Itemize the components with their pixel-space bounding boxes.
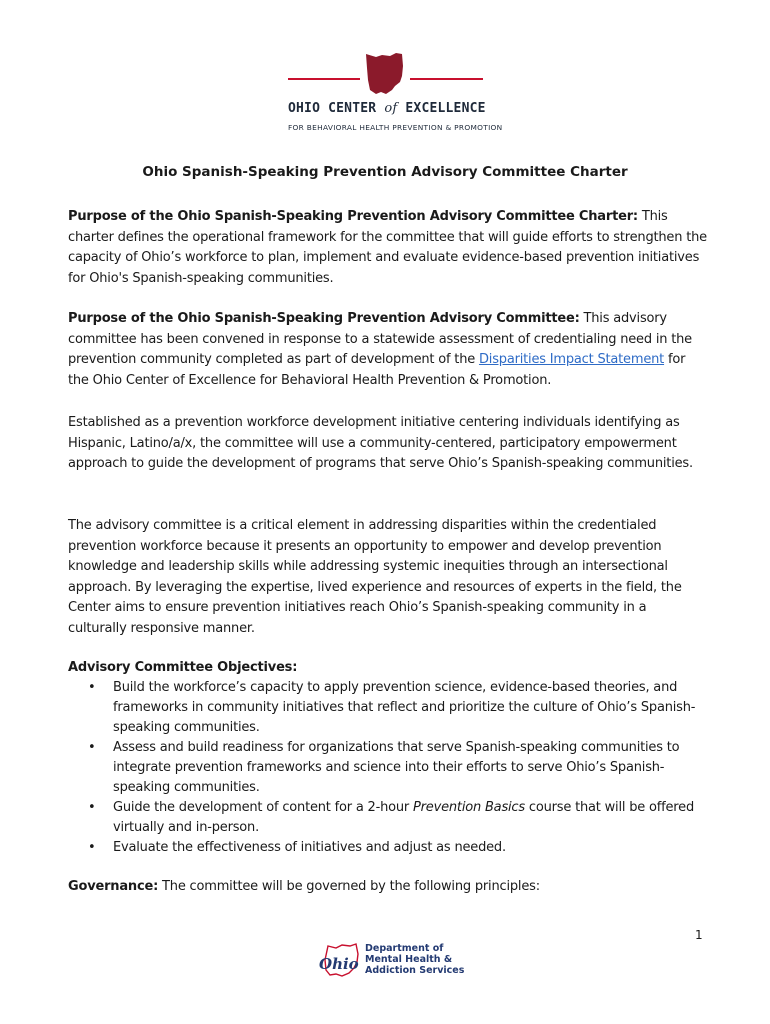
list-item — [68, 838, 708, 858]
committee-purpose-text-a: This advisory committee has been convened in response to a statewide assessment of credentialing need in the prevention community completed as part of development of the — [68, 311, 692, 368]
charter-purpose-text: This charter defines the operational framework for the committee that will guide efforts to strengthen the capacity of Ohio’s workforce to plan, implement and evaluate evidence-based prevention initiatives for Ohio's Spanish-speaking communities. — [68, 209, 707, 286]
bullet-icon: • — [88, 840, 96, 855]
objective-text-a: Guide the development of content for a 2-hour — [113, 800, 414, 815]
ohio-mhas-logo — [318, 942, 465, 980]
department-name — [365, 943, 464, 976]
logo-rule-left — [288, 78, 360, 80]
list-item — [68, 798, 708, 838]
prevention-basics-course: Prevention Basics — [413, 800, 525, 815]
logo-name-pre: OHIO CENTER — [288, 101, 385, 116]
disparities-impact-statement-link[interactable]: Disparities Impact Statement — [478, 352, 665, 368]
logo-rule-right — [410, 78, 483, 80]
charter-purpose-paragraph — [68, 207, 708, 289]
dept-line-3: Addiction Services — [365, 965, 465, 976]
document-title: Ohio Spanish-Speaking Prevention Advisory Committee Charter — [142, 164, 628, 180]
logo-name — [288, 101, 486, 116]
objective-text: Evaluate the effectiveness of initiatives and adjust as needed. — [113, 840, 506, 855]
ohio-script-text: Ohio — [319, 955, 359, 973]
objectives-heading — [68, 658, 708, 679]
list-item — [68, 678, 708, 738]
committee-purpose-paragraph — [68, 309, 708, 391]
governance-paragraph — [68, 877, 708, 898]
objective-text: Assess and build readiness for organizations that serve Spanish-speaking communities to integrate prevention frameworks and science into their efforts to serve Ohio’s Spanish-speaking communities. — [113, 740, 680, 795]
logo-name-of: of — [384, 101, 398, 116]
committee-purpose-heading: Purpose of the Ohio Spanish-Speaking Prevention Advisory Committee: — [68, 311, 580, 326]
ohio-center-of-excellence-logo — [288, 52, 503, 134]
established-paragraph: Established as a prevention workforce development initiative centering individuals identifying as Hispanic, Latino/a/x, the committee will use a community-centered, participatory empowerment approach to guide the development of programs that serve Ohio’s Spanish-speaking communities. — [68, 415, 693, 472]
dept-line-1: Department of — [365, 943, 444, 954]
logo-tagline: FOR BEHAVIORAL HEALTH PREVENTION & PROMOTION — [288, 123, 503, 132]
charter-purpose-heading: Purpose of the Ohio Spanish-Speaking Prevention Advisory Committee Charter: — [68, 209, 638, 224]
bullet-icon: • — [88, 740, 96, 755]
list-item — [68, 738, 708, 798]
objectives-heading-text: Advisory Committee Objectives: — [68, 660, 298, 675]
ohio-script-logo-icon — [318, 942, 362, 978]
dept-line-2: Mental Health & — [365, 954, 453, 965]
governance-heading: Governance: — [68, 879, 159, 894]
page-number: 1 — [695, 928, 703, 942]
objective-text: Build the workforce’s capacity to apply prevention science, evidence-based theories, and frameworks in community initiatives that reflect and prioritize the culture of Ohio’s Spanish-speaking communities. — [113, 680, 696, 735]
bullet-icon: • — [88, 800, 96, 815]
advisory-committee-paragraph: The advisory committee is a critical element in addressing disparities within the credentialed prevention workforce because it presents an opportunity to empower and develop prevention knowledge and leadership skills while addressing systemic inequities through an intersectional approach. By leveraging the expertise, lived experience and resources of experts in the field, the Center aims to ensure prevention initiatives reach Ohio’s Spanish-speaking community in a culturally responsive manner. — [68, 518, 682, 636]
bullet-icon: • — [88, 680, 96, 695]
committee-purpose-text-b: for the Ohio Center of Excellence for Behavioral Health Prevention & Promotion. — [68, 352, 686, 388]
ohio-state-icon — [362, 52, 408, 96]
logo-name-post: EXCELLENCE — [397, 101, 486, 116]
governance-text: The committee will be governed by the following principles: — [158, 879, 540, 894]
objectives-list — [68, 678, 708, 858]
objective-text-b: course that will be offered virtually and in-person. — [113, 800, 695, 835]
